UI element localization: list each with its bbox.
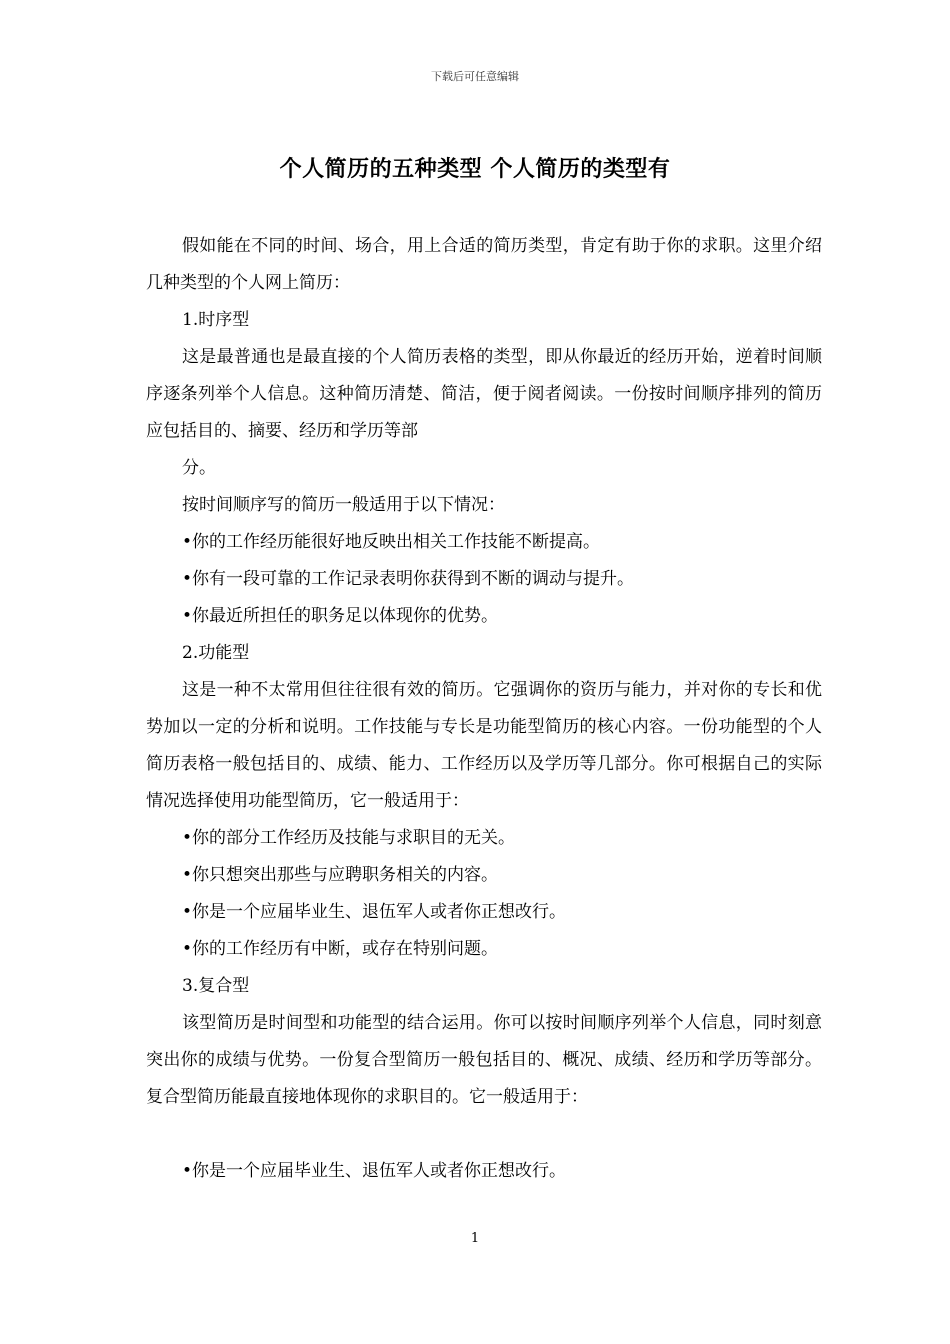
list-item: •你最近所担任的职务足以体现你的优势。 bbox=[182, 606, 499, 626]
list-item: •你的部分工作经历及技能与求职目的无关。 bbox=[182, 828, 516, 848]
section-body-functional: 这是一种不太常用但往往很有效的简历。它强调你的资历与能力，并对你的专长和优势加以一定的分析和说明。工作技能与专长是功能型简历的核心内容。一份功能型的个人简历表格一般包括目的、成绩、能力、工作经历以及学历等几部分。你可根据自己的实际情况选择使用功能型简历，它一般适用于： bbox=[146, 680, 822, 811]
applies-intro-chronological: 按时间顺序写的简历一般适用于以下情况： bbox=[182, 495, 505, 515]
section-heading-functional: 2.功能型 bbox=[182, 643, 250, 663]
section-body-combination: 该型简历是时间型和功能型的结合运用。你可以按时间顺序列举个人信息，同时刻意突出你的成绩与优势。一份复合型简历一般包括目的、概况、成绩、经历和学历等部分。复合型简历能最直接地体现你的求职目的。它一般适用于： bbox=[146, 1013, 822, 1107]
section-body-chronological-continued: 分。 bbox=[182, 458, 216, 478]
list-item: •你的工作经历有中断，或存在特别问题。 bbox=[182, 939, 499, 959]
list-item: •你有一段可靠的工作记录表明你获得到不断的调动与提升。 bbox=[182, 569, 635, 589]
intro-paragraph: 假如能在不同的时间、场合，用上合适的简历类型，肯定有助于你的求职。这里介绍几种类型的个人网上简历： bbox=[146, 236, 822, 293]
section-heading-combination: 3.复合型 bbox=[182, 976, 250, 996]
section-heading-chronological: 1.时序型 bbox=[182, 310, 250, 330]
page-number: 1 bbox=[470, 1231, 480, 1246]
list-item: •你只想突出那些与应聘职务相关的内容。 bbox=[182, 865, 499, 885]
header-note: 下载后可任意编辑 bbox=[431, 70, 519, 83]
list-item: •你是一个应届毕业生、退伍军人或者你正想改行。 bbox=[182, 1161, 567, 1181]
blank-line bbox=[146, 1116, 822, 1153]
document-body bbox=[146, 228, 822, 1190]
document-title: 个人简历的五种类型 个人简历的类型有 bbox=[279, 156, 671, 182]
list-item: •你的工作经历能很好地反映出相关工作技能不断提高。 bbox=[182, 532, 601, 552]
section-body-chronological: 这是最普通也是最直接的个人简历表格的类型，即从你最近的经历开始，逆着时间顺序逐条列举个人信息。这种简历清楚、简洁，便于阅者阅读。一份按时间顺序排列的简历应包括目的、摘要、经历和学历等部 bbox=[146, 347, 822, 441]
list-item: •你是一个应届毕业生、退伍军人或者你正想改行。 bbox=[182, 902, 567, 922]
